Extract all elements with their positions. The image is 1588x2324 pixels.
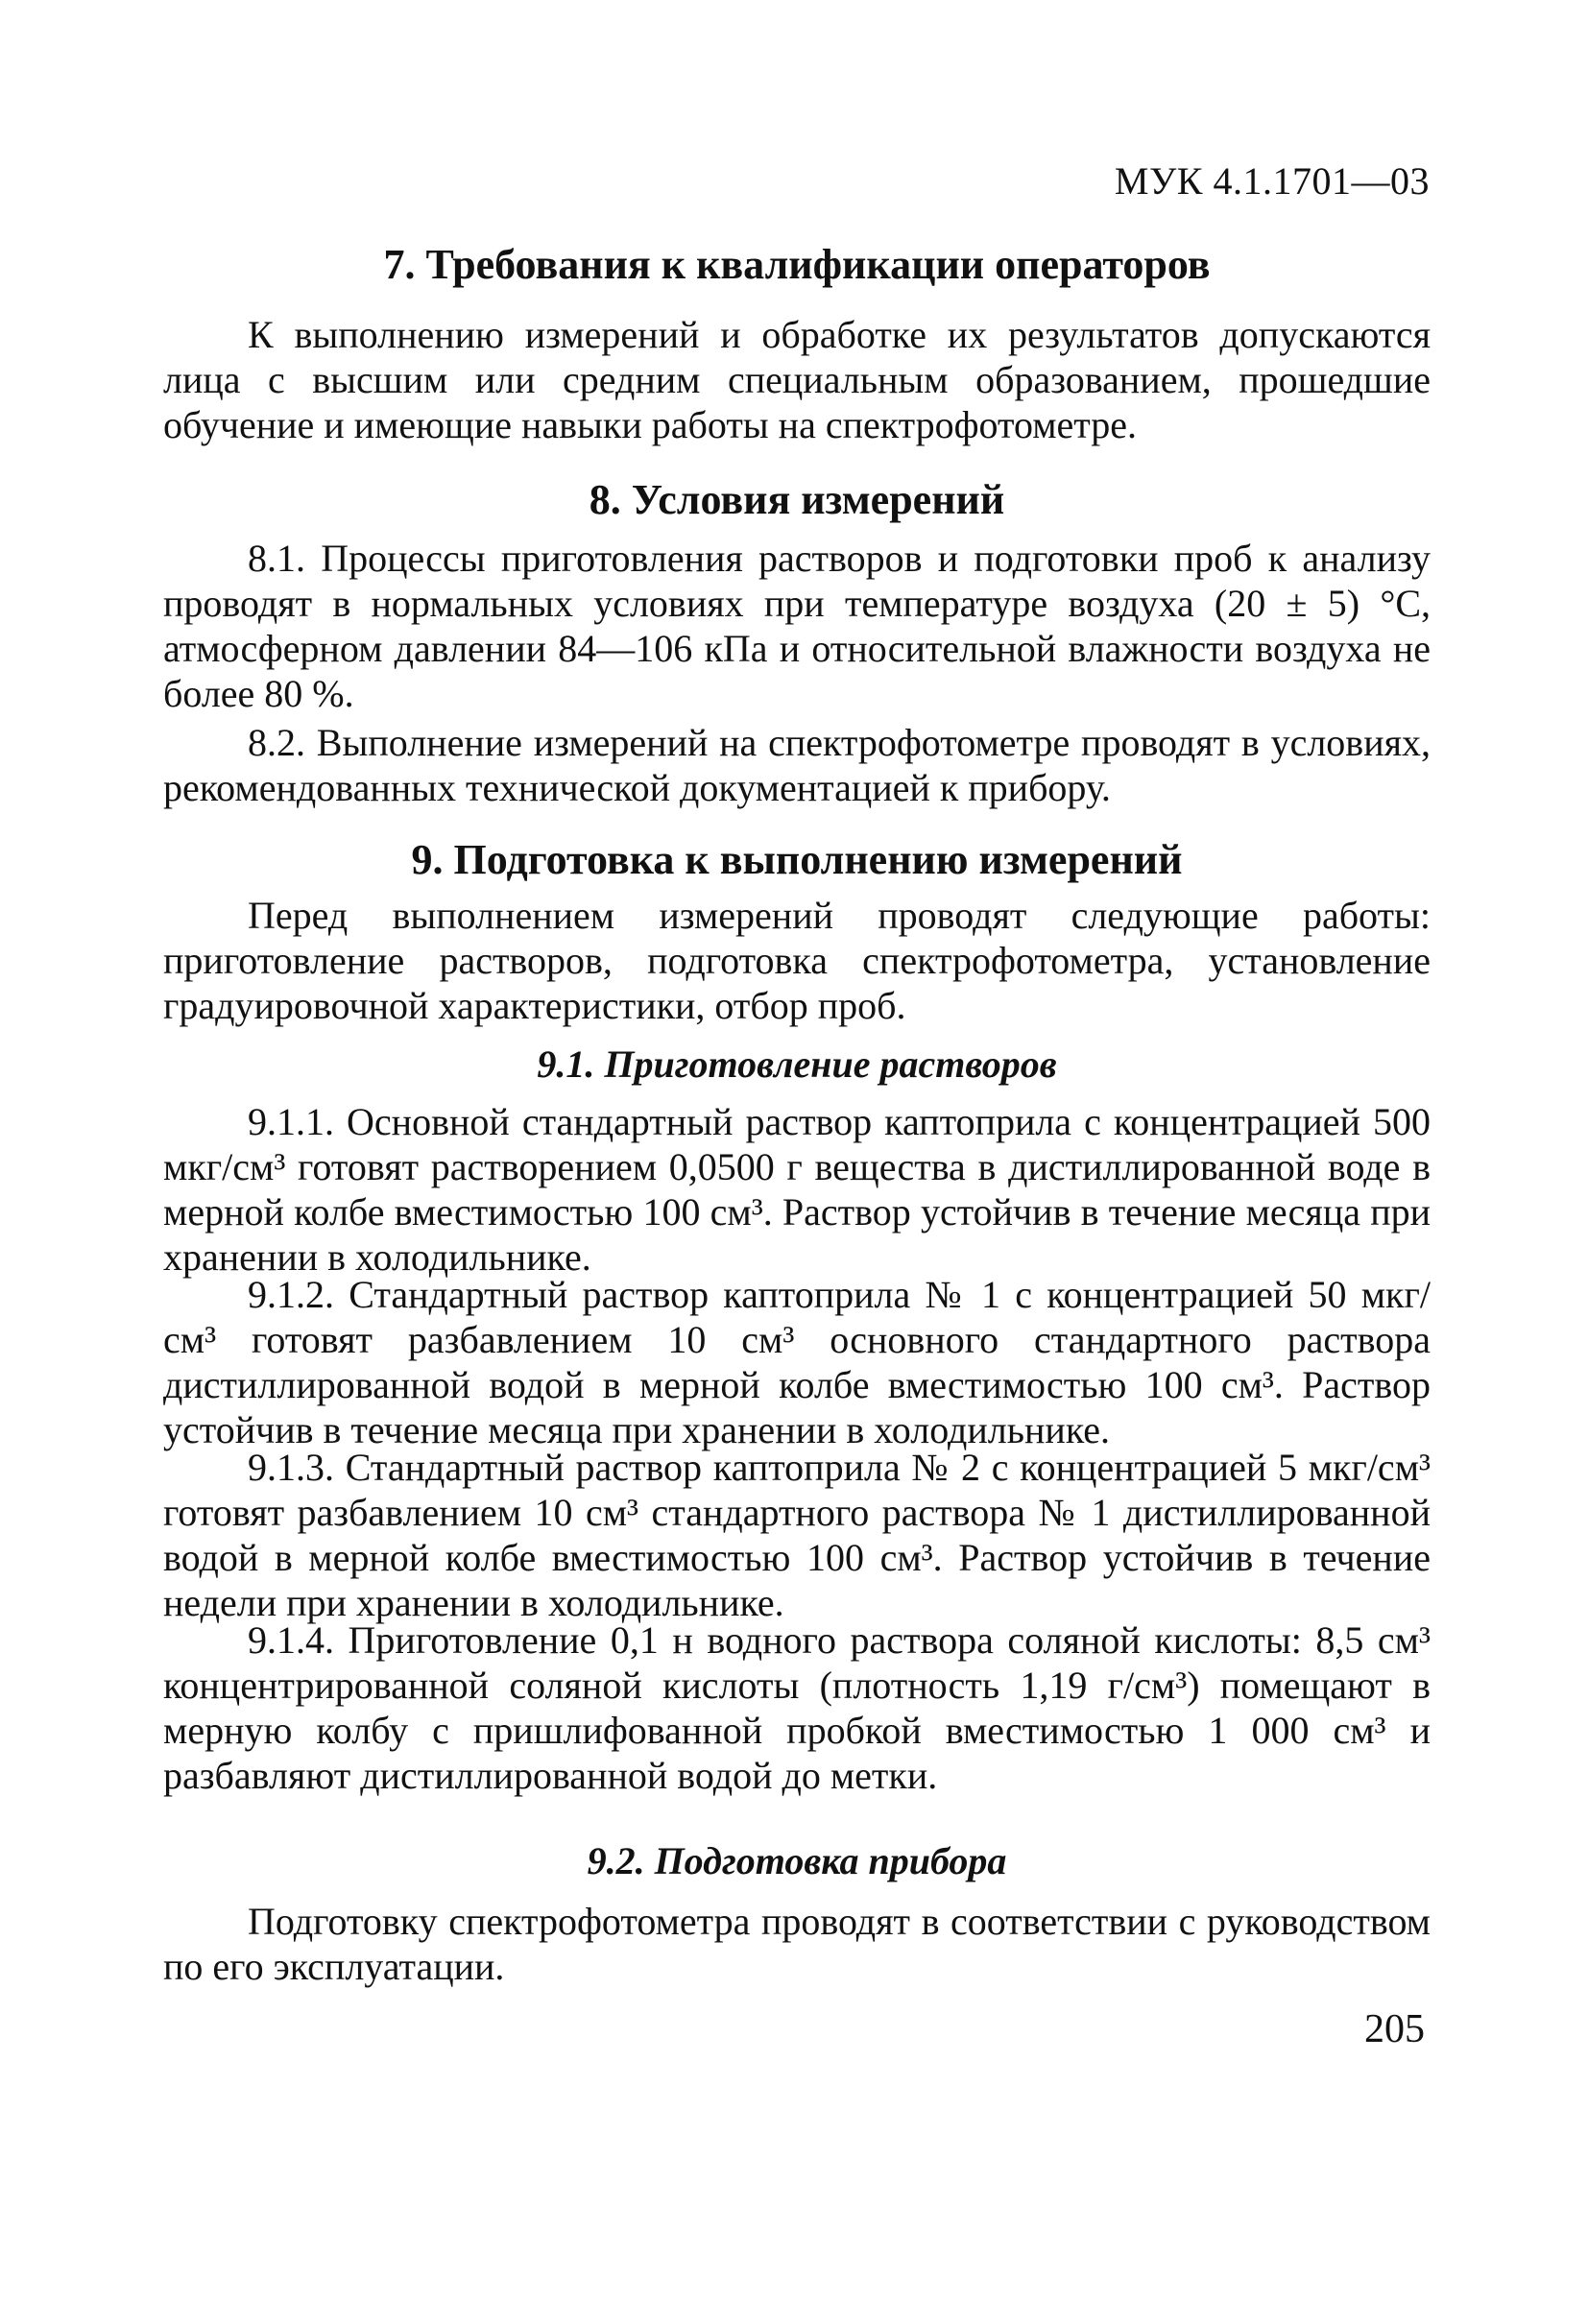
section-7-heading: 7. Требования к квалификации операторов: [383, 241, 1211, 288]
section-9-paragraph: Перед выполнением измерений проводят следующие работы: приготовление растворов, подготовка спектрофотометра, установление градуировочной характеристики, отбор проб.: [163, 894, 1431, 1027]
section-8-heading: 8. Условия измерений: [589, 476, 1005, 523]
paragraph-9-1-2: 9.1.2. Стандартный раствор каптоприла № 1 с концентрацией 50 мкг/см³ готовят разбавлением 10 см³ основного стандартного раствора дистиллированной водой в мерной колбе вместимостью 100 см³. Раствор устойчив в течение месяца при хранении в холодильнике.: [163, 1273, 1431, 1451]
subsection-9-1-heading: 9.1. Приготовление растворов: [537, 1042, 1057, 1086]
section-7-paragraph: К выполнению измерений и обработке их результатов допускаются лица с высшим или средним специальным образованием, прошедшие обучение и имеющие навыки работы на спектрофотометре.: [163, 313, 1431, 446]
paragraph-9-2: Подготовку спектрофотометра проводят в соответствии с руководством по его эксплуатации.: [163, 1900, 1431, 1988]
page-number: 205: [1364, 2007, 1425, 2051]
document-code: МУК 4.1.1701—03: [1114, 159, 1430, 203]
paragraph-8-2: 8.2. Выполнение измерений на спектрофотометре проводят в условиях, рекомендованных технической документацией к прибору.: [163, 721, 1431, 809]
section-9-heading: 9. Подготовка к выполнению измерений: [411, 836, 1183, 883]
paragraph-9-1-4: 9.1.4. Приготовление 0,1 н водного раствора соляной кислоты: 8,5 см³ концентрированной соляной кислоты (плотность 1,19 г/см³) помещают в мерную колбу с пришлифованной пробкой вместимостью 1 000 см³ и разбавляют дистиллированной водой до метки.: [163, 1618, 1431, 1797]
paragraph-9-1-1: 9.1.1. Основной стандартный раствор каптоприла с концентрацией 500 мкг/см³ готовят растворением 0,0500 г вещества в дистиллированной воде в мерной колбе вместимостью 100 см³. Раствор устойчив в течение месяца при хранении в холодильнике.: [163, 1100, 1431, 1279]
subsection-9-2-heading: 9.2. Подготовка прибора: [587, 1839, 1007, 1882]
paragraph-9-1-3: 9.1.3. Стандартный раствор каптоприла № 2 с концентрацией 5 мкг/см³ готовят разбавлением 10 см³ стандартного раствора № 1 дистиллированной водой в мерной колбе вместимостью 100 см³. Раствор устойчив в течение недели при хранении в холодильнике.: [163, 1446, 1431, 1624]
paragraph-8-1: 8.1. Процессы приготовления растворов и подготовки проб к анализу проводят в нормальных условиях при температуре воздуха (20 ± 5) °С, атмосферном давлении 84—106 кПа и относительной влажности воздуха не более 80 %.: [163, 537, 1431, 715]
